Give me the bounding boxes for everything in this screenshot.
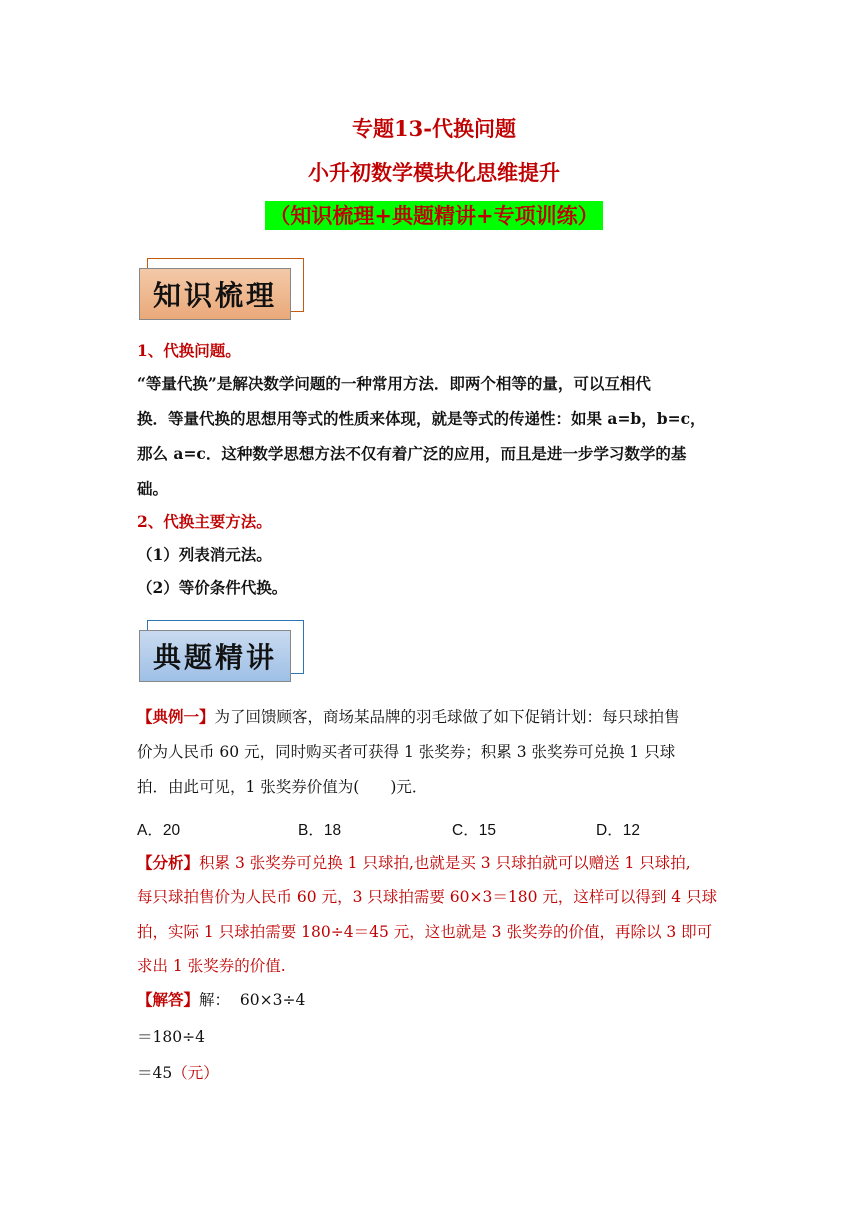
badge-label: 知识梳理 bbox=[139, 268, 291, 320]
example-question-line: 拍．由此可见，1 张奖券价值为( )元． bbox=[137, 778, 428, 796]
choice-c: C．15 bbox=[452, 822, 496, 839]
knowledge-heading-1: 1、代换问题。 bbox=[137, 341, 241, 360]
example-question-text: 为了回馈顾客，商场某品牌的羽毛球做了如下促销计划：每只球拍售 bbox=[214, 708, 680, 726]
answer-unit: （元） bbox=[172, 1064, 219, 1082]
analysis-line: 求出 1 张奖券的价值. bbox=[137, 957, 286, 975]
example-question-line: 价为人民币 60 元，同时购买者可获得 1 张奖券；积累 3 张奖券可兑换 1 只球 bbox=[137, 743, 676, 761]
method-item-2: （2）等价条件代换。 bbox=[137, 578, 288, 597]
choice-b: B．18 bbox=[298, 822, 342, 839]
section-badge-examples bbox=[139, 620, 304, 686]
answer-label: 解： bbox=[199, 991, 231, 1009]
answer-line bbox=[137, 989, 737, 1011]
section-badge-knowledge bbox=[139, 258, 304, 324]
answer-step-1: 60×3÷4 bbox=[239, 991, 306, 1009]
analysis-line: 每只球拍售价为人民币 60 元，3 只球拍需要 60×3＝180 元，这样可以得到 4 只球 bbox=[137, 888, 718, 906]
analysis-line-1 bbox=[137, 852, 737, 874]
answer-step-3-line bbox=[137, 1062, 737, 1084]
page-tagline bbox=[0, 202, 868, 230]
knowledge-paragraph-line: “等量代换”是解决数学问题的一种常用方法．即两个相等的量，可以互相代 bbox=[137, 374, 651, 393]
choice-a: A．20 bbox=[137, 822, 181, 839]
knowledge-paragraph-line: 那么 a=c．这种数学思想方法不仅有着广泛的应用，而且是进一步学习数学的基 bbox=[137, 444, 687, 463]
analysis-tag: 【分析】 bbox=[137, 853, 200, 872]
example-tag: 【典例一】 bbox=[137, 707, 215, 726]
choice-d: D．12 bbox=[596, 822, 640, 839]
badge-label: 典题精讲 bbox=[139, 630, 291, 682]
tagline-highlight: （知识梳理+典题精讲+专项训练） bbox=[265, 201, 602, 230]
knowledge-paragraph-line: 换．等量代换的思想用等式的性质来体现，就是等式的传递性：如果 a=b，b=c， bbox=[137, 409, 706, 428]
answer-tag: 【解答】 bbox=[137, 990, 200, 1009]
knowledge-heading-2: 2、代换主要方法。 bbox=[137, 512, 272, 531]
answer-step-2: ＝180÷4 bbox=[137, 1028, 205, 1046]
analysis-text: 积累 3 张奖券可兑换 1 只球拍,也就是买 3 只球拍就可以赠送 1 只球拍, bbox=[199, 854, 691, 872]
example-question-line-1 bbox=[137, 706, 737, 728]
page-title: 专题13-代换问题 bbox=[352, 116, 516, 141]
answer-step-3: ＝45 bbox=[137, 1064, 173, 1082]
knowledge-paragraph-line: 础。 bbox=[137, 479, 169, 498]
analysis-line: 拍，实际 1 只球拍需要 180÷4＝45 元，这也就是 3 张奖券的价值，再除以 3 即可 bbox=[137, 923, 713, 941]
method-item-1: （1）列表消元法。 bbox=[137, 545, 272, 564]
page-subtitle: 小升初数学模块化思维提升 bbox=[308, 160, 560, 185]
